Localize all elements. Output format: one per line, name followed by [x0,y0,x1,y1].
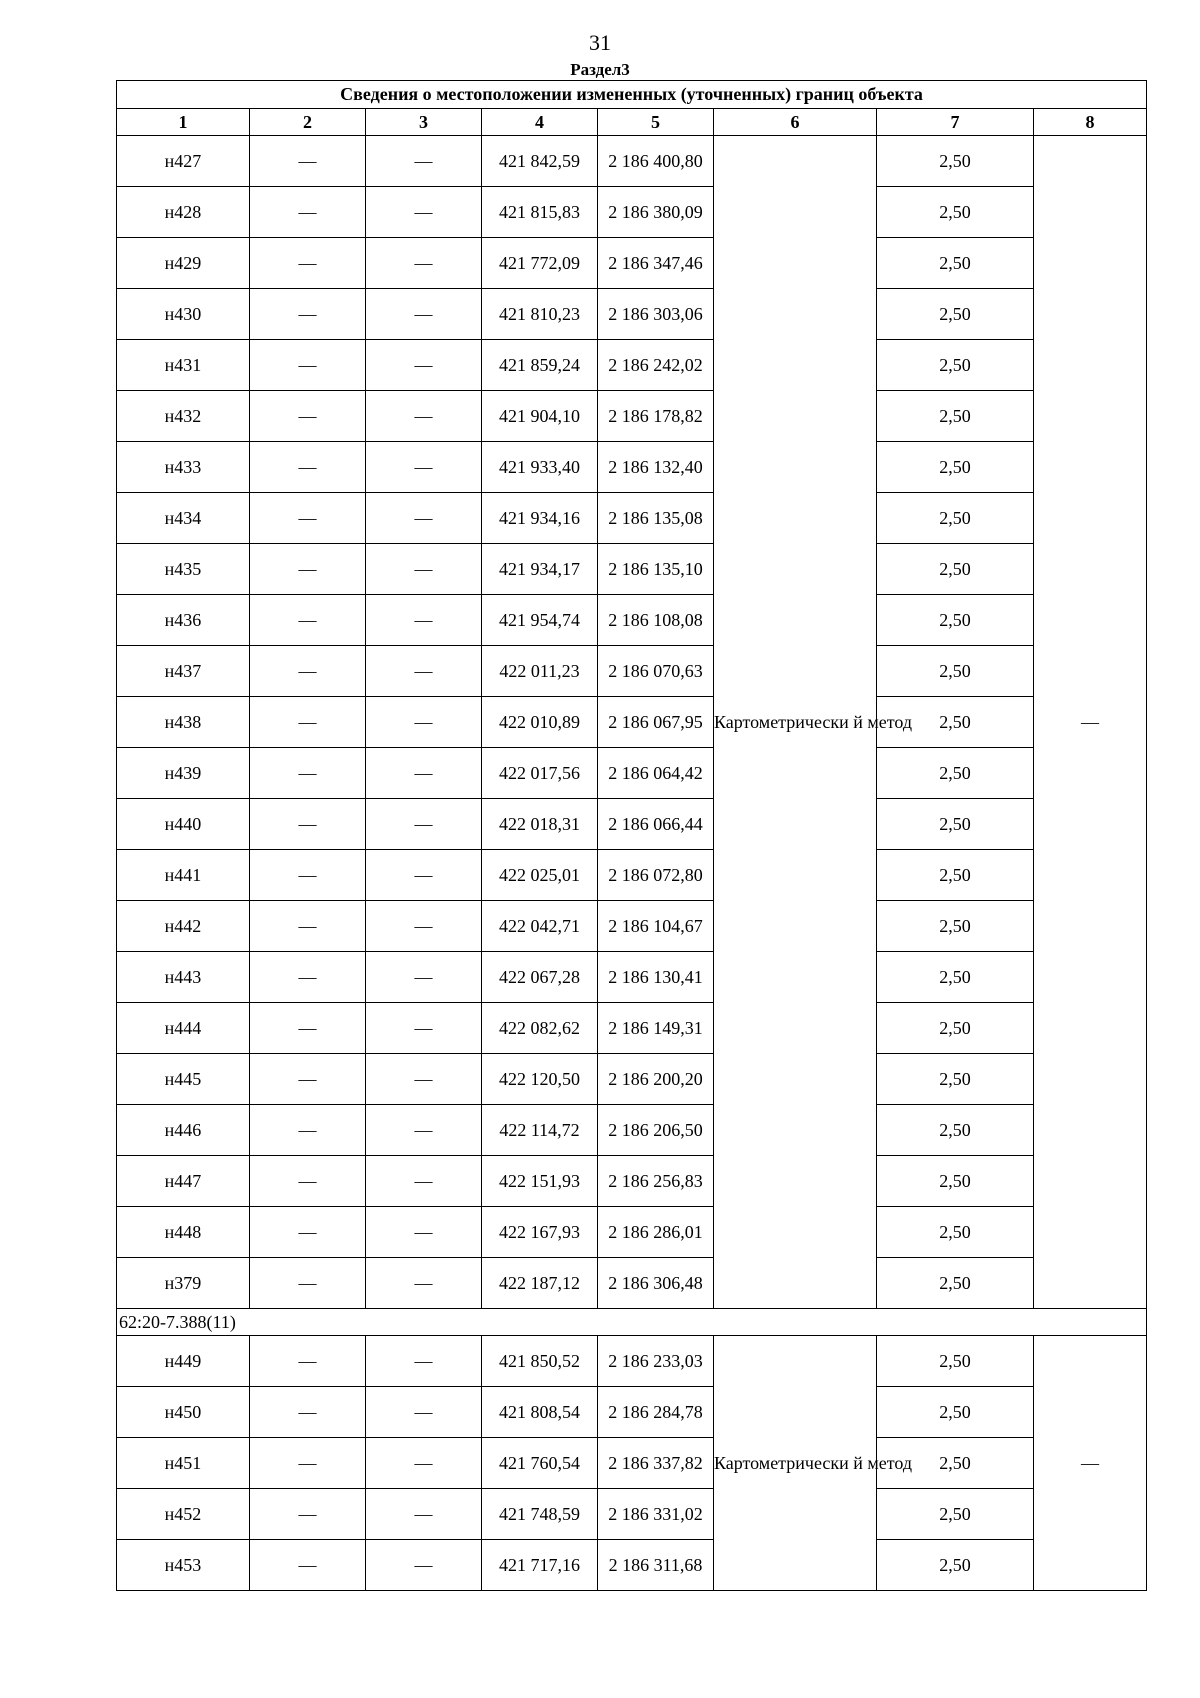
table-row [117,1489,1147,1540]
point-cell: н443 [117,952,250,1003]
point-cell: н453 [117,1540,250,1591]
x-coordinate-cell: 422 042,71 [482,901,598,952]
accuracy-cell: 2,50 [877,1105,1034,1156]
col3-cell: — [366,493,482,544]
col2-cell: — [250,1207,366,1258]
point-cell: н431 [117,340,250,391]
accuracy-cell: 2,50 [877,1207,1034,1258]
col2-cell: — [250,1105,366,1156]
x-coordinate-cell: 421 904,10 [482,391,598,442]
x-coordinate-cell: 422 025,01 [482,850,598,901]
y-coordinate-cell: 2 186 149,31 [598,1003,714,1054]
column-number: 3 [366,109,482,136]
x-coordinate-cell: 421 933,40 [482,442,598,493]
col2-cell: — [250,1054,366,1105]
x-coordinate-cell: 422 167,93 [482,1207,598,1258]
col3-cell: — [366,1540,482,1591]
x-coordinate-cell: 421 772,09 [482,238,598,289]
point-cell: н429 [117,238,250,289]
x-coordinate-cell: 422 017,56 [482,748,598,799]
y-coordinate-cell: 2 186 256,83 [598,1156,714,1207]
y-coordinate-cell: 2 186 400,80 [598,136,714,187]
column-number: 6 [714,109,877,136]
y-coordinate-cell: 2 186 306,48 [598,1258,714,1309]
table-row [117,952,1147,1003]
point-cell: н446 [117,1105,250,1156]
col2-cell: — [250,1489,366,1540]
table-row [117,340,1147,391]
col3-cell: — [366,1438,482,1489]
x-coordinate-cell: 421 842,59 [482,136,598,187]
column-number: 1 [117,109,250,136]
y-coordinate-cell: 2 186 066,44 [598,799,714,850]
y-coordinate-cell: 2 186 233,03 [598,1336,714,1387]
table-row [117,697,1147,748]
table-caption-row [117,81,1147,109]
x-coordinate-cell: 421 748,59 [482,1489,598,1540]
y-coordinate-cell: 2 186 132,40 [598,442,714,493]
point-cell: н442 [117,901,250,952]
col2-cell: — [250,238,366,289]
table-row [117,1438,1147,1489]
col3-cell: — [366,544,482,595]
accuracy-cell: 2,50 [877,697,1034,748]
page-number: 31 [589,30,611,55]
table-row [117,1207,1147,1258]
table-row [117,289,1147,340]
column-number: 8 [1034,109,1147,136]
y-coordinate-cell: 2 186 311,68 [598,1540,714,1591]
x-coordinate-cell: 422 114,72 [482,1105,598,1156]
coordinates-table [116,80,1147,1591]
col2-cell: — [250,1540,366,1591]
accuracy-cell: 2,50 [877,799,1034,850]
point-cell: н438 [117,697,250,748]
point-cell: н444 [117,1003,250,1054]
x-coordinate-cell: 421 808,54 [482,1387,598,1438]
point-cell: н440 [117,799,250,850]
column-number-row [117,109,1147,136]
y-coordinate-cell: 2 186 331,02 [598,1489,714,1540]
col2-cell: — [250,187,366,238]
table-row [117,493,1147,544]
table-row [117,1258,1147,1309]
accuracy-cell: 2,50 [877,1387,1034,1438]
accuracy-cell: 2,50 [877,544,1034,595]
y-coordinate-cell: 2 186 070,63 [598,646,714,697]
accuracy-cell: 2,50 [877,952,1034,1003]
point-cell: н428 [117,187,250,238]
x-coordinate-cell: 421 850,52 [482,1336,598,1387]
point-cell: н452 [117,1489,250,1540]
accuracy-cell: 2,50 [877,289,1034,340]
col3-cell: — [366,187,482,238]
accuracy-cell: 2,50 [877,238,1034,289]
col2-cell: — [250,799,366,850]
y-coordinate-cell: 2 186 067,95 [598,697,714,748]
y-coordinate-cell: 2 186 135,10 [598,544,714,595]
y-coordinate-cell: 2 186 178,82 [598,391,714,442]
table-caption: Сведения о местоположении измененных (уточненных) границ объекта [117,81,1147,109]
column-number: 5 [598,109,714,136]
col2-cell: — [250,544,366,595]
accuracy-cell: 2,50 [877,1540,1034,1591]
y-coordinate-cell: 2 186 072,80 [598,850,714,901]
column-number: 4 [482,109,598,136]
table-row [117,1336,1147,1387]
point-cell: н379 [117,1258,250,1309]
table-row [117,1003,1147,1054]
col2-cell: — [250,340,366,391]
column-number: 7 [877,109,1034,136]
col3-cell: — [366,1489,482,1540]
x-coordinate-cell: 421 815,83 [482,187,598,238]
table-row [117,391,1147,442]
section-title: Раздел3 [570,60,630,79]
y-coordinate-cell: 2 186 064,42 [598,748,714,799]
accuracy-cell: 2,50 [877,901,1034,952]
col3-cell: — [366,1105,482,1156]
col2-cell: — [250,1258,366,1309]
table-row [117,1054,1147,1105]
point-cell: н436 [117,595,250,646]
table-row [117,1540,1147,1591]
col2-cell: — [250,697,366,748]
table-row [117,850,1147,901]
col3-cell: — [366,748,482,799]
col2-cell: — [250,1156,366,1207]
y-coordinate-cell: 2 186 242,02 [598,340,714,391]
point-cell: н448 [117,1207,250,1258]
accuracy-cell: 2,50 [877,1489,1034,1540]
col2-cell: — [250,1387,366,1438]
group-label: 62:20-7.388(11) [117,1309,1147,1336]
point-cell: н435 [117,544,250,595]
x-coordinate-cell: 422 082,62 [482,1003,598,1054]
col3-cell: — [366,850,482,901]
table-row [117,442,1147,493]
accuracy-cell: 2,50 [877,1054,1034,1105]
table-row [117,187,1147,238]
table-row [117,1105,1147,1156]
x-coordinate-cell: 422 187,12 [482,1258,598,1309]
col8-cell: — [1034,1336,1147,1591]
accuracy-cell: 2,50 [877,1438,1034,1489]
col3-cell: — [366,1003,482,1054]
col3-cell: — [366,799,482,850]
col2-cell: — [250,1438,366,1489]
col2-cell: — [250,850,366,901]
col3-cell: — [366,952,482,1003]
col2-cell: — [250,595,366,646]
table-row [117,1156,1147,1207]
y-coordinate-cell: 2 186 130,41 [598,952,714,1003]
col2-cell: — [250,901,366,952]
x-coordinate-cell: 421 717,16 [482,1540,598,1591]
point-cell: н434 [117,493,250,544]
accuracy-cell: 2,50 [877,442,1034,493]
point-cell: н449 [117,1336,250,1387]
point-cell: н433 [117,442,250,493]
point-cell: н430 [117,289,250,340]
table-row [117,646,1147,697]
method-cell: Картометрически й метод [714,1336,877,1591]
y-coordinate-cell: 2 186 284,78 [598,1387,714,1438]
y-coordinate-cell: 2 186 380,09 [598,187,714,238]
table-row [117,799,1147,850]
col3-cell: — [366,1054,482,1105]
col3-cell: — [366,136,482,187]
group-label-row [117,1309,1147,1336]
y-coordinate-cell: 2 186 206,50 [598,1105,714,1156]
table-row [117,901,1147,952]
x-coordinate-cell: 422 151,93 [482,1156,598,1207]
y-coordinate-cell: 2 186 135,08 [598,493,714,544]
table-row [117,238,1147,289]
col3-cell: — [366,1258,482,1309]
col2-cell: — [250,952,366,1003]
col3-cell: — [366,646,482,697]
y-coordinate-cell: 2 186 108,08 [598,595,714,646]
x-coordinate-cell: 422 010,89 [482,697,598,748]
point-cell: н439 [117,748,250,799]
accuracy-cell: 2,50 [877,136,1034,187]
point-cell: н447 [117,1156,250,1207]
col3-cell: — [366,289,482,340]
accuracy-cell: 2,50 [877,187,1034,238]
x-coordinate-cell: 422 011,23 [482,646,598,697]
point-cell: н441 [117,850,250,901]
col2-cell: — [250,1003,366,1054]
accuracy-cell: 2,50 [877,493,1034,544]
col3-cell: — [366,1387,482,1438]
col3-cell: — [366,1336,482,1387]
accuracy-cell: 2,50 [877,1336,1034,1387]
table-row [117,544,1147,595]
col3-cell: — [366,1156,482,1207]
point-cell: н450 [117,1387,250,1438]
y-coordinate-cell: 2 186 286,01 [598,1207,714,1258]
point-cell: н451 [117,1438,250,1489]
x-coordinate-cell: 421 934,17 [482,544,598,595]
y-coordinate-cell: 2 186 104,67 [598,901,714,952]
table-row [117,136,1147,187]
col8-cell: — [1034,136,1147,1309]
col3-cell: — [366,442,482,493]
col2-cell: — [250,493,366,544]
table-row [117,748,1147,799]
col2-cell: — [250,442,366,493]
point-cell: н427 [117,136,250,187]
col2-cell: — [250,289,366,340]
y-coordinate-cell: 2 186 347,46 [598,238,714,289]
col3-cell: — [366,391,482,442]
col3-cell: — [366,697,482,748]
col3-cell: — [366,238,482,289]
accuracy-cell: 2,50 [877,340,1034,391]
accuracy-cell: 2,50 [877,595,1034,646]
x-coordinate-cell: 422 018,31 [482,799,598,850]
x-coordinate-cell: 421 760,54 [482,1438,598,1489]
col2-cell: — [250,391,366,442]
x-coordinate-cell: 421 859,24 [482,340,598,391]
col3-cell: — [366,901,482,952]
accuracy-cell: 2,50 [877,1258,1034,1309]
x-coordinate-cell: 421 954,74 [482,595,598,646]
x-coordinate-cell: 422 120,50 [482,1054,598,1105]
x-coordinate-cell: 421 934,16 [482,493,598,544]
table-row [117,1387,1147,1438]
y-coordinate-cell: 2 186 303,06 [598,289,714,340]
col2-cell: — [250,1336,366,1387]
x-coordinate-cell: 422 067,28 [482,952,598,1003]
accuracy-cell: 2,50 [877,1003,1034,1054]
col3-cell: — [366,1207,482,1258]
method-cell: Картометрически й метод [714,136,877,1309]
point-cell: н437 [117,646,250,697]
accuracy-cell: 2,50 [877,1156,1034,1207]
accuracy-cell: 2,50 [877,748,1034,799]
y-coordinate-cell: 2 186 337,82 [598,1438,714,1489]
col2-cell: — [250,646,366,697]
y-coordinate-cell: 2 186 200,20 [598,1054,714,1105]
col3-cell: — [366,595,482,646]
accuracy-cell: 2,50 [877,391,1034,442]
point-cell: н432 [117,391,250,442]
accuracy-cell: 2,50 [877,850,1034,901]
accuracy-cell: 2,50 [877,646,1034,697]
col2-cell: — [250,748,366,799]
column-number: 2 [250,109,366,136]
table-row [117,595,1147,646]
x-coordinate-cell: 421 810,23 [482,289,598,340]
col2-cell: — [250,136,366,187]
point-cell: н445 [117,1054,250,1105]
col3-cell: — [366,340,482,391]
